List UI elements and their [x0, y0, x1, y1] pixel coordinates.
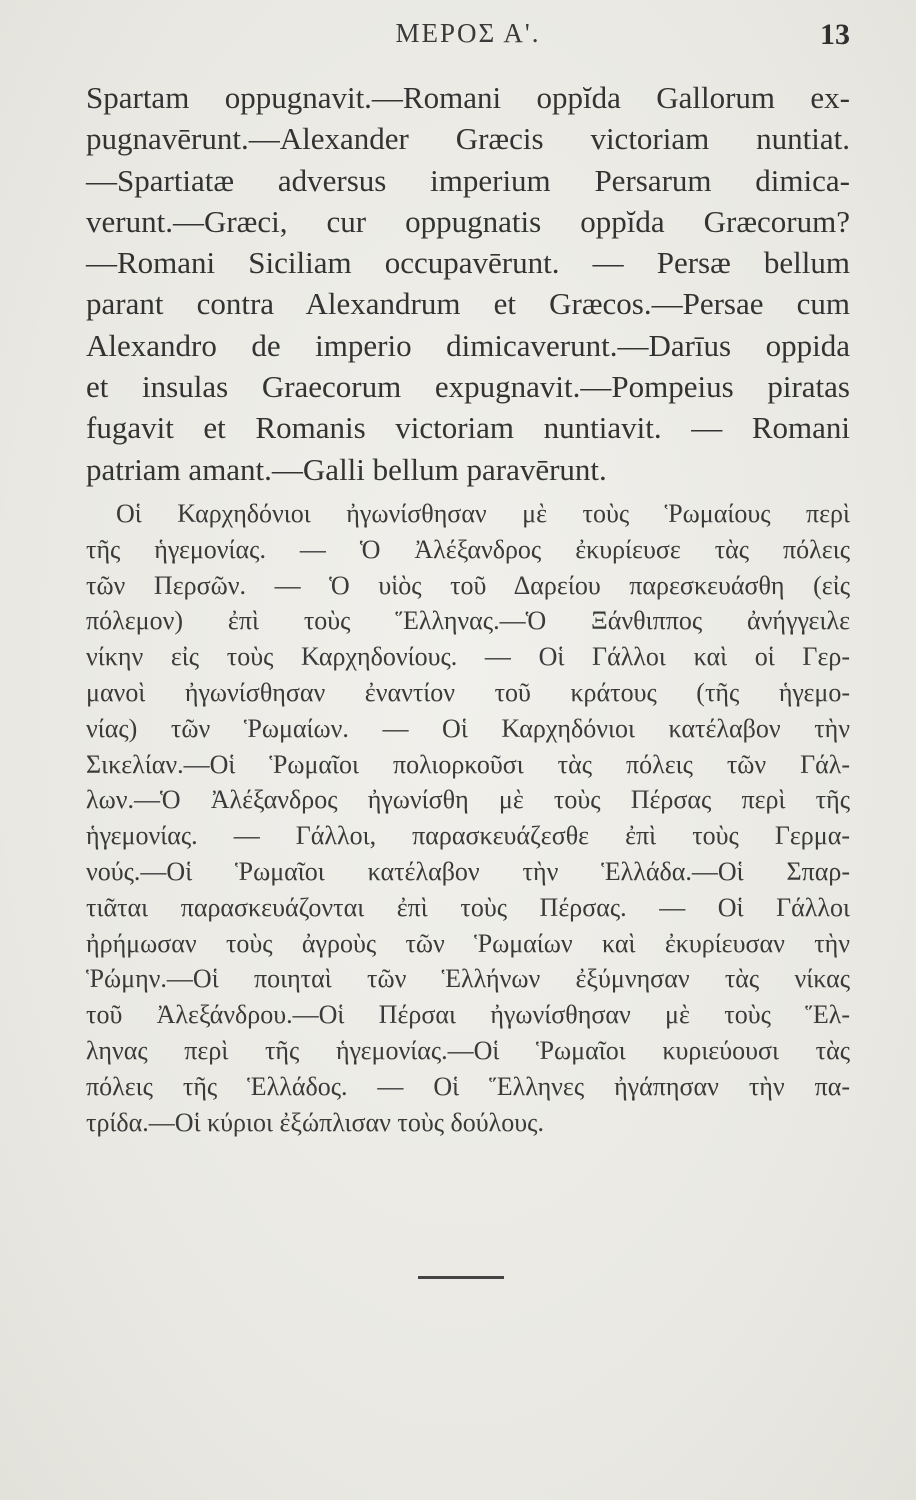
greek-line: νίας) τῶν Ῥωμαίων. — Οἱ Καρχηδόνιοι κατέλαβον τὴν — [86, 713, 850, 743]
greek-line: νούς.—Οἱ Ῥωμαῖοι κατέλαβον τὴν Ἑλλάδα.—Οἱ Σπαρ- — [86, 856, 850, 886]
greek-line: Οἱ Καρχηδόνιοι ἠγωνίσθησαν μὲ τοὺς Ῥωμαίους περὶ — [116, 499, 850, 528]
greek-line: πόλεμον) ἐπὶ τοὺς Ἕλληνας.—Ὁ Ξάνθιππος ἀνήγγειλε — [86, 606, 850, 636]
greek-line: ληνας περὶ τῆς ἡγεμονίας.—Οἱ Ῥωμαῖοι κυριεύουσι τὰς — [86, 1035, 850, 1065]
latin-line: pugnavērunt.—Alexander Græcis victoriam nuntiat. — [86, 121, 850, 157]
latin-line: et insulas Graecorum expugnavit.—Pompeius piratas — [86, 369, 850, 405]
greek-line: τῶν Περσῶν. — Ὁ υἱὸς τοῦ Δαρείου παρεσκευάσθη (εἰς — [86, 570, 850, 600]
greek-line: πόλεις τῆς Ἑλλάδος. — Οἱ Ἕλληνες ἠγάπησαν τὴν πα- — [86, 1071, 850, 1101]
greek-line: νίκην εἰς τοὺς Καρχηδονίους. — Οἱ Γάλλοι καὶ οἱ Γερ- — [86, 642, 850, 672]
latin-line: parant contra Alexandrum et Græcos.—Persae cum — [86, 286, 850, 322]
latin-line: —Spartiatæ adversus imperium Persarum dimica- — [86, 162, 850, 198]
page-number: 13 — [820, 18, 850, 51]
latin-line: Spartam oppugnavit.—Romani oppĭda Gallorum ex- — [86, 80, 850, 115]
greek-line: τῆς ἡγεμονίας. — Ὁ Ἀλέξανδρος ἐκυρίευσε τὰς πόλεις — [86, 534, 850, 564]
greek-line: τιᾶται παρασκευάζονται ἐπὶ τοὺς Πέρσας. — Οἱ Γάλλοι — [86, 892, 850, 922]
latin-exercise-paragraph — [86, 77, 850, 490]
latin-line: Alexandro de imperio dimicaverunt.—Darīus oppida — [86, 327, 850, 363]
latin-line: —Romani Siciliam occupavērunt. — Persæ bellum — [86, 245, 850, 281]
greek-line: Σικελίαν.—Οἱ Ῥωμαῖοι πολιορκοῦσι τὰς πόλεις τῶν Γάλ- — [86, 749, 850, 779]
greek-line: λων.—Ὁ Ἀλέξανδρος ἠγωνίσθη μὲ τοὺς Πέρσας περὶ τῆς — [86, 785, 850, 815]
greek-line: μανοὶ ἠγωνίσθησαν ἐναντίον τοῦ κράτους (τῆς ἡγεμο- — [86, 677, 850, 707]
greek-line: τρίδα.—Οἱ κύριοι ἐξώπλισαν τοὺς δούλους. — [86, 1107, 544, 1137]
page-header — [86, 18, 850, 58]
greek-exercise-paragraph — [86, 496, 850, 1140]
section-end-rule — [418, 1276, 504, 1279]
running-head: ΜΕΡΟΣ Α'. — [395, 18, 541, 48]
greek-line: ἡγεμονίας. — Γάλλοι, παρασκευάζεσθε ἐπὶ τοὺς Γερμα- — [86, 821, 850, 851]
greek-line: Ῥώμην.—Οἱ ποιηταὶ τῶν Ἑλλήνων ἐξύμνησαν τὰς νίκας — [86, 964, 850, 994]
latin-line: fugavit et Romanis victoriam nuntiavit. — Romani — [86, 410, 850, 446]
latin-line: patriam amant.—Galli bellum paravērunt. — [86, 451, 607, 487]
latin-line: verunt.—Græci, cur oppugnatis oppĭda Græcorum? — [86, 203, 850, 239]
greek-line: τοῦ Ἀλεξάνδρου.—Οἱ Πέρσαι ἠγωνίσθησαν μὲ τοὺς Ἕλ- — [86, 1000, 850, 1030]
greek-line: ἠρήμωσαν τοὺς ἀγροὺς τῶν Ῥωμαίων καὶ ἐκυρίευσαν τὴν — [86, 928, 850, 958]
